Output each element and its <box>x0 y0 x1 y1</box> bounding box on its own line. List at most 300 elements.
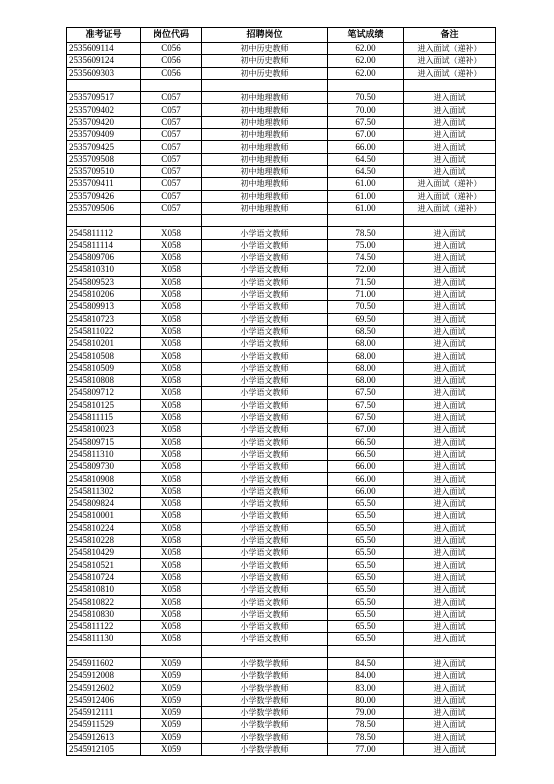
exam-id-cell: 2545810509 <box>67 362 141 374</box>
exam-id-cell: 2545809523 <box>67 276 141 288</box>
exam-id-cell: 2545810908 <box>67 473 141 485</box>
position-cell: 小学语文教师 <box>202 473 328 485</box>
exam-id-cell: 2545810001 <box>67 510 141 522</box>
score-cell: 67.50 <box>328 387 404 399</box>
score-cell: 79.00 <box>328 707 404 719</box>
position-code-cell: X059 <box>141 694 202 706</box>
header-exam-id: 准考证号 <box>67 28 141 43</box>
table-row <box>67 252 496 264</box>
exam-id-cell: 2535709508 <box>67 153 141 165</box>
position-cell: 初中地理教师 <box>202 116 328 128</box>
table-row <box>67 461 496 473</box>
empty-cell <box>67 215 141 227</box>
note-cell: 进入面试 <box>404 338 496 350</box>
score-cell: 67.00 <box>328 129 404 141</box>
note-cell: 进入面试 <box>404 116 496 128</box>
table-row <box>67 719 496 731</box>
table-row <box>67 67 496 79</box>
position-cell: 初中地理教师 <box>202 129 328 141</box>
score-cell: 66.00 <box>328 461 404 473</box>
note-cell: 进入面试 <box>404 227 496 239</box>
empty-cell <box>202 645 328 657</box>
table-row <box>67 731 496 743</box>
position-code-cell: X058 <box>141 424 202 436</box>
note-cell: 进入面试（递补） <box>404 67 496 79</box>
position-code-cell: C057 <box>141 92 202 104</box>
note-cell: 进入面试（递补） <box>404 202 496 214</box>
position-code-cell: X058 <box>141 559 202 571</box>
exam-id-cell: 2545912111 <box>67 707 141 719</box>
score-cell: 65.50 <box>328 547 404 559</box>
score-cell: 66.50 <box>328 448 404 460</box>
table-row <box>67 350 496 362</box>
score-cell: 84.50 <box>328 657 404 669</box>
table-row <box>67 473 496 485</box>
exam-id-cell: 2535709425 <box>67 141 141 153</box>
score-cell: 65.50 <box>328 633 404 645</box>
note-cell: 进入面试 <box>404 276 496 288</box>
score-cell: 68.00 <box>328 375 404 387</box>
header-position: 招聘岗位 <box>202 28 328 43</box>
position-cell: 小学语文教师 <box>202 399 328 411</box>
note-cell: 进入面试 <box>404 350 496 362</box>
table-row <box>67 584 496 596</box>
note-cell: 进入面试 <box>404 682 496 694</box>
note-cell: 进入面试 <box>404 571 496 583</box>
table-row <box>67 116 496 128</box>
position-cell: 初中地理教师 <box>202 178 328 190</box>
exam-id-cell: 2545810822 <box>67 596 141 608</box>
position-code-cell: X058 <box>141 313 202 325</box>
table-row <box>67 202 496 214</box>
exam-id-cell: 2545810201 <box>67 338 141 350</box>
score-cell: 62.00 <box>328 67 404 79</box>
results-table <box>66 27 496 756</box>
exam-id-cell: 2545810830 <box>67 608 141 620</box>
table-row <box>67 43 496 55</box>
position-cell: 小学数学教师 <box>202 670 328 682</box>
score-cell: 65.50 <box>328 608 404 620</box>
note-cell: 进入面试 <box>404 362 496 374</box>
exam-id-cell: 2545810521 <box>67 559 141 571</box>
note-cell: 进入面试 <box>404 657 496 669</box>
position-code-cell: X058 <box>141 362 202 374</box>
position-cell: 小学语文教师 <box>202 350 328 362</box>
position-code-cell: C057 <box>141 190 202 202</box>
table-row <box>67 559 496 571</box>
position-code-cell: X059 <box>141 670 202 682</box>
empty-cell <box>141 215 202 227</box>
exam-id-cell: 2535709517 <box>67 92 141 104</box>
note-cell: 进入面试 <box>404 424 496 436</box>
position-cell: 小学语文教师 <box>202 301 328 313</box>
score-cell: 61.00 <box>328 202 404 214</box>
score-cell: 68.50 <box>328 325 404 337</box>
exam-id-cell: 2545810724 <box>67 571 141 583</box>
table-row <box>67 670 496 682</box>
score-cell: 80.00 <box>328 694 404 706</box>
position-cell: 小学语文教师 <box>202 313 328 325</box>
table-row <box>67 682 496 694</box>
exam-id-cell: 2535609303 <box>67 67 141 79</box>
position-cell: 小学数学教师 <box>202 743 328 755</box>
position-cell: 初中地理教师 <box>202 165 328 177</box>
position-cell: 小学数学教师 <box>202 682 328 694</box>
position-code-cell: X058 <box>141 485 202 497</box>
position-cell: 小学数学教师 <box>202 657 328 669</box>
position-code-cell: X058 <box>141 239 202 251</box>
score-cell: 84.00 <box>328 670 404 682</box>
position-cell: 小学数学教师 <box>202 694 328 706</box>
table-row <box>67 620 496 632</box>
table-row <box>67 399 496 411</box>
exam-id-cell: 2545809913 <box>67 301 141 313</box>
table-row-spacer <box>67 645 496 657</box>
score-cell: 67.50 <box>328 399 404 411</box>
score-cell: 78.50 <box>328 719 404 731</box>
note-cell: 进入面试 <box>404 129 496 141</box>
position-cell: 初中地理教师 <box>202 202 328 214</box>
position-code-cell: C057 <box>141 129 202 141</box>
position-code-cell: C057 <box>141 178 202 190</box>
table-row <box>67 485 496 497</box>
position-cell: 小学数学教师 <box>202 707 328 719</box>
table-row <box>67 190 496 202</box>
results-document <box>66 27 496 756</box>
position-cell: 小学语文教师 <box>202 424 328 436</box>
note-cell: 进入面试 <box>404 165 496 177</box>
score-cell: 64.50 <box>328 153 404 165</box>
position-code-cell: C057 <box>141 153 202 165</box>
position-cell: 小学语文教师 <box>202 485 328 497</box>
exam-id-cell: 2545810125 <box>67 399 141 411</box>
note-cell: 进入面试 <box>404 596 496 608</box>
note-cell: 进入面试 <box>404 584 496 596</box>
exam-id-cell: 2545912406 <box>67 694 141 706</box>
table-row <box>67 534 496 546</box>
score-cell: 71.00 <box>328 288 404 300</box>
position-code-cell: C057 <box>141 165 202 177</box>
position-code-cell: X058 <box>141 547 202 559</box>
score-cell: 65.50 <box>328 584 404 596</box>
position-code-cell: X058 <box>141 375 202 387</box>
score-cell: 61.00 <box>328 178 404 190</box>
score-cell: 65.50 <box>328 497 404 509</box>
note-cell: 进入面试 <box>404 301 496 313</box>
exam-id-cell: 2545811022 <box>67 325 141 337</box>
table-row <box>67 694 496 706</box>
position-cell: 小学语文教师 <box>202 436 328 448</box>
position-cell: 小学语文教师 <box>202 288 328 300</box>
exam-id-cell: 2545810808 <box>67 375 141 387</box>
note-cell: 进入面试 <box>404 325 496 337</box>
position-code-cell: X059 <box>141 719 202 731</box>
note-cell: 进入面试 <box>404 141 496 153</box>
note-cell: 进入面试 <box>404 719 496 731</box>
position-code-cell: C057 <box>141 116 202 128</box>
position-cell: 初中历史教师 <box>202 55 328 67</box>
note-cell: 进入面试 <box>404 620 496 632</box>
score-cell: 66.50 <box>328 436 404 448</box>
position-code-cell: C057 <box>141 141 202 153</box>
position-cell: 小学语文教师 <box>202 559 328 571</box>
score-cell: 70.00 <box>328 104 404 116</box>
position-cell: 初中地理教师 <box>202 92 328 104</box>
note-cell: 进入面试 <box>404 534 496 546</box>
score-cell: 70.50 <box>328 92 404 104</box>
position-code-cell: X058 <box>141 571 202 583</box>
exam-id-cell: 2545810508 <box>67 350 141 362</box>
note-cell: 进入面试 <box>404 399 496 411</box>
note-cell: 进入面试 <box>404 547 496 559</box>
score-cell: 65.50 <box>328 596 404 608</box>
score-cell: 66.00 <box>328 141 404 153</box>
table-row <box>67 547 496 559</box>
table-body <box>67 43 496 756</box>
note-cell: 进入面试 <box>404 375 496 387</box>
table-row <box>67 288 496 300</box>
position-cell: 初中地理教师 <box>202 141 328 153</box>
exam-id-cell: 2545810429 <box>67 547 141 559</box>
exam-id-cell: 2545811115 <box>67 411 141 423</box>
table-header-row <box>67 28 496 43</box>
note-cell: 进入面试 <box>404 153 496 165</box>
table-row <box>67 743 496 755</box>
note-cell: 进入面试 <box>404 92 496 104</box>
position-code-cell: X058 <box>141 534 202 546</box>
position-cell: 小学语文教师 <box>202 276 328 288</box>
position-cell: 小学语文教师 <box>202 620 328 632</box>
position-cell: 小学语文教师 <box>202 633 328 645</box>
position-code-cell: X058 <box>141 387 202 399</box>
score-cell: 78.50 <box>328 731 404 743</box>
table-row <box>67 497 496 509</box>
table-row <box>67 362 496 374</box>
score-cell: 65.50 <box>328 571 404 583</box>
exam-id-cell: 2545911529 <box>67 719 141 731</box>
note-cell: 进入面试 <box>404 436 496 448</box>
score-cell: 66.00 <box>328 473 404 485</box>
position-cell: 小学语文教师 <box>202 227 328 239</box>
table-row <box>67 375 496 387</box>
note-cell: 进入面试 <box>404 633 496 645</box>
exam-id-cell: 2535709411 <box>67 178 141 190</box>
table-row <box>67 522 496 534</box>
position-code-cell: X058 <box>141 252 202 264</box>
score-cell: 65.50 <box>328 620 404 632</box>
exam-id-cell: 2545912105 <box>67 743 141 755</box>
position-code-cell: X059 <box>141 707 202 719</box>
score-cell: 67.00 <box>328 424 404 436</box>
note-cell: 进入面试 <box>404 473 496 485</box>
score-cell: 64.50 <box>328 165 404 177</box>
exam-id-cell: 2535609124 <box>67 55 141 67</box>
position-cell: 小学数学教师 <box>202 719 328 731</box>
note-cell: 进入面试 <box>404 411 496 423</box>
table-row <box>67 571 496 583</box>
position-code-cell: C056 <box>141 67 202 79</box>
position-cell: 小学语文教师 <box>202 239 328 251</box>
exam-id-cell: 2545810224 <box>67 522 141 534</box>
table-row <box>67 338 496 350</box>
exam-id-cell: 2545811310 <box>67 448 141 460</box>
score-cell: 77.00 <box>328 743 404 755</box>
position-cell: 小学语文教师 <box>202 362 328 374</box>
exam-id-cell: 2545809715 <box>67 436 141 448</box>
table-row <box>67 227 496 239</box>
header-written-score: 笔试成绩 <box>328 28 404 43</box>
position-cell: 小学语文教师 <box>202 375 328 387</box>
exam-id-cell: 2545810723 <box>67 313 141 325</box>
position-cell: 小学语文教师 <box>202 448 328 460</box>
empty-cell <box>404 645 496 657</box>
table-row <box>67 448 496 460</box>
score-cell: 66.00 <box>328 485 404 497</box>
table-row <box>67 264 496 276</box>
exam-id-cell: 2545912602 <box>67 682 141 694</box>
table-row <box>67 153 496 165</box>
empty-cell <box>202 215 328 227</box>
table-row <box>67 239 496 251</box>
note-cell: 进入面试 <box>404 387 496 399</box>
table-row-spacer <box>67 215 496 227</box>
exam-id-cell: 2545809712 <box>67 387 141 399</box>
table-row <box>67 325 496 337</box>
header-note: 备注 <box>404 28 496 43</box>
table-row <box>67 411 496 423</box>
position-cell: 小学数学教师 <box>202 731 328 743</box>
table-row <box>67 633 496 645</box>
score-cell: 69.50 <box>328 313 404 325</box>
exam-id-cell: 2545809824 <box>67 497 141 509</box>
exam-id-cell: 2545811112 <box>67 227 141 239</box>
table-row <box>67 129 496 141</box>
position-code-cell: X058 <box>141 448 202 460</box>
table-row <box>67 178 496 190</box>
table-row <box>67 141 496 153</box>
exam-id-cell: 2535709420 <box>67 116 141 128</box>
note-cell: 进入面试 <box>404 461 496 473</box>
empty-cell <box>141 645 202 657</box>
score-cell: 68.00 <box>328 338 404 350</box>
position-cell: 初中历史教师 <box>202 43 328 55</box>
score-cell: 65.50 <box>328 534 404 546</box>
exam-id-cell: 2535709402 <box>67 104 141 116</box>
exam-id-cell: 2545810810 <box>67 584 141 596</box>
empty-cell <box>67 645 141 657</box>
position-code-cell: X058 <box>141 510 202 522</box>
position-code-cell: X058 <box>141 411 202 423</box>
exam-id-cell: 2545810206 <box>67 288 141 300</box>
position-code-cell: X058 <box>141 350 202 362</box>
note-cell: 进入面试 <box>404 264 496 276</box>
position-code-cell: C057 <box>141 202 202 214</box>
empty-cell <box>404 79 496 91</box>
position-cell: 初中地理教师 <box>202 104 328 116</box>
table-row <box>67 707 496 719</box>
score-cell: 67.50 <box>328 411 404 423</box>
exam-id-cell: 2545809730 <box>67 461 141 473</box>
position-code-cell: X058 <box>141 325 202 337</box>
note-cell: 进入面试（递补） <box>404 55 496 67</box>
note-cell: 进入面试（递补） <box>404 178 496 190</box>
score-cell: 74.50 <box>328 252 404 264</box>
position-code-cell: C056 <box>141 43 202 55</box>
score-cell: 70.50 <box>328 301 404 313</box>
table-row <box>67 436 496 448</box>
score-cell: 71.50 <box>328 276 404 288</box>
exam-id-cell: 2545811122 <box>67 620 141 632</box>
table-row <box>67 276 496 288</box>
empty-cell <box>328 79 404 91</box>
exam-id-cell: 2535709510 <box>67 165 141 177</box>
position-code-cell: C057 <box>141 104 202 116</box>
position-code-cell: X058 <box>141 276 202 288</box>
exam-id-cell: 2535709426 <box>67 190 141 202</box>
score-cell: 67.50 <box>328 116 404 128</box>
exam-id-cell: 2535609114 <box>67 43 141 55</box>
position-code-cell: X058 <box>141 461 202 473</box>
position-code-cell: X058 <box>141 633 202 645</box>
score-cell: 68.00 <box>328 362 404 374</box>
position-code-cell: X058 <box>141 584 202 596</box>
note-cell: 进入面试 <box>404 559 496 571</box>
exam-id-cell: 2535709409 <box>67 129 141 141</box>
exam-id-cell: 2545811130 <box>67 633 141 645</box>
position-code-cell: X058 <box>141 301 202 313</box>
score-cell: 61.00 <box>328 190 404 202</box>
exam-id-cell: 2545911602 <box>67 657 141 669</box>
position-code-cell: X058 <box>141 399 202 411</box>
table-row <box>67 92 496 104</box>
position-code-cell: X058 <box>141 288 202 300</box>
empty-cell <box>404 215 496 227</box>
position-cell: 小学语文教师 <box>202 338 328 350</box>
empty-cell <box>328 645 404 657</box>
exam-id-cell: 2535709506 <box>67 202 141 214</box>
table-row <box>67 301 496 313</box>
empty-cell <box>67 79 141 91</box>
score-cell: 78.50 <box>328 227 404 239</box>
table-row <box>67 104 496 116</box>
note-cell: 进入面试 <box>404 694 496 706</box>
note-cell: 进入面试 <box>404 670 496 682</box>
table-row <box>67 313 496 325</box>
header-position-code: 岗位代码 <box>141 28 202 43</box>
note-cell: 进入面试（递补） <box>404 190 496 202</box>
position-code-cell: X059 <box>141 657 202 669</box>
position-cell: 小学语文教师 <box>202 325 328 337</box>
note-cell: 进入面试 <box>404 252 496 264</box>
note-cell: 进入面试 <box>404 497 496 509</box>
position-code-cell: X058 <box>141 497 202 509</box>
table-row <box>67 424 496 436</box>
position-cell: 小学语文教师 <box>202 411 328 423</box>
position-code-cell: X058 <box>141 608 202 620</box>
score-cell: 62.00 <box>328 55 404 67</box>
position-code-cell: X059 <box>141 743 202 755</box>
exam-id-cell: 2545912613 <box>67 731 141 743</box>
note-cell: 进入面试 <box>404 485 496 497</box>
note-cell: 进入面试 <box>404 448 496 460</box>
position-code-cell: X058 <box>141 436 202 448</box>
empty-cell <box>202 79 328 91</box>
position-cell: 小学语文教师 <box>202 252 328 264</box>
score-cell: 65.50 <box>328 559 404 571</box>
table-row-spacer <box>67 79 496 91</box>
position-code-cell: X059 <box>141 731 202 743</box>
note-cell: 进入面试 <box>404 313 496 325</box>
